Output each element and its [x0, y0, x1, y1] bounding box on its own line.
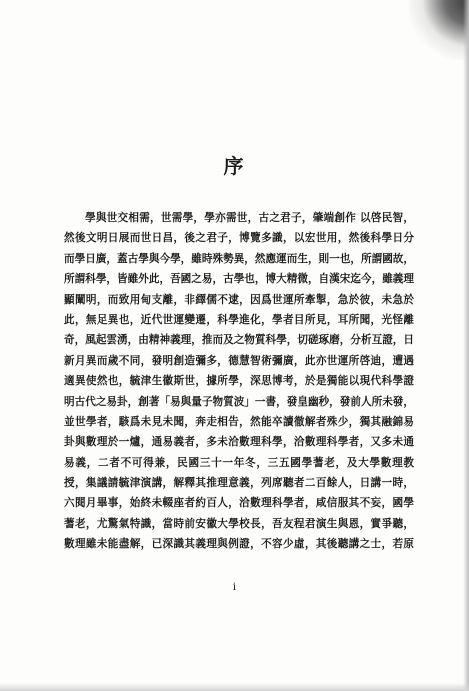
- text-line: 所謂科學，皆雖外此，吾國之易，古學也，博大精微，自漢宋迄今，雖義理: [64, 273, 414, 286]
- text-line: 蓍老，尤驚氣特識，當時前安徽大學校長，吾友程君演生與恩，實爭聽，: [64, 517, 414, 530]
- text-line: 新月異而歲不同，發明創造彌多，德慧智術彌廣，此亦世運所啓迪，遭遇: [64, 354, 414, 367]
- preface-body: [64, 208, 414, 555]
- text-line: 並世學者，駭爲未見未聞，奔走相告，然能卒讀徹解者殊少，獨其融錦易: [64, 415, 414, 428]
- text-line: 此，無足異也，近代世運變遷，科學進化，學者目所見，耳所聞，光怪離: [64, 313, 414, 326]
- text-line: 明古代之易卦，創著「易與量子物質波」一書，發皇幽秒，發前人所未發，: [64, 395, 414, 408]
- text-line: 卦與數理於一爐，通易義者，多未洽數理科學，洽數理科學者，又多未通: [64, 436, 414, 449]
- text-line: 而學日廣，蓋古學與今學，雖時殊勢異，然應運而生，則一也，所謂國故，: [64, 252, 414, 265]
- text-line: 易義，二者不可得兼，民國三十一年冬，三五國學蓍老，及大學數理教: [64, 456, 414, 469]
- text-line: 然後文明日展而世日昌，後之君子，博覽多識，以宏世用，然後科學日分: [64, 232, 414, 245]
- text-line: 六閱月畢事，始終未輟座者約百人，洽數理科學者，咸信服其不妄，國學: [64, 497, 414, 510]
- text-line: 授，集議請毓津演講，解釋其推理意義，列席聽者二百餘人，日講一時，: [64, 477, 414, 490]
- scan-shadow-bottom: [0, 683, 469, 691]
- text-line: 適異使然也，毓津生徽斯世，據所學，深思博考，於是獨能以現代科學證: [64, 375, 414, 388]
- page-number: i: [232, 582, 237, 593]
- text-line: 奇，風起雲湧，由精神義理，推而及之物質科學，切磋琢磨，分析互證，日: [64, 334, 414, 347]
- text-line: 顯闡明，而致用甸支離，非繹儒不逮，因爲世運所牽掣，急於彼，未急於: [64, 293, 414, 306]
- scan-shadow-corner: [409, 0, 469, 60]
- text-line: 學與世交相需，世需學，學亦需世，古之君子，肇端創作 以啓民智，: [85, 212, 414, 224]
- page-title: 序: [223, 154, 246, 178]
- text-line: 數理雖未能盡解，已深識其義理與例證，不容少虛，其後聽講之士，若原: [64, 538, 414, 551]
